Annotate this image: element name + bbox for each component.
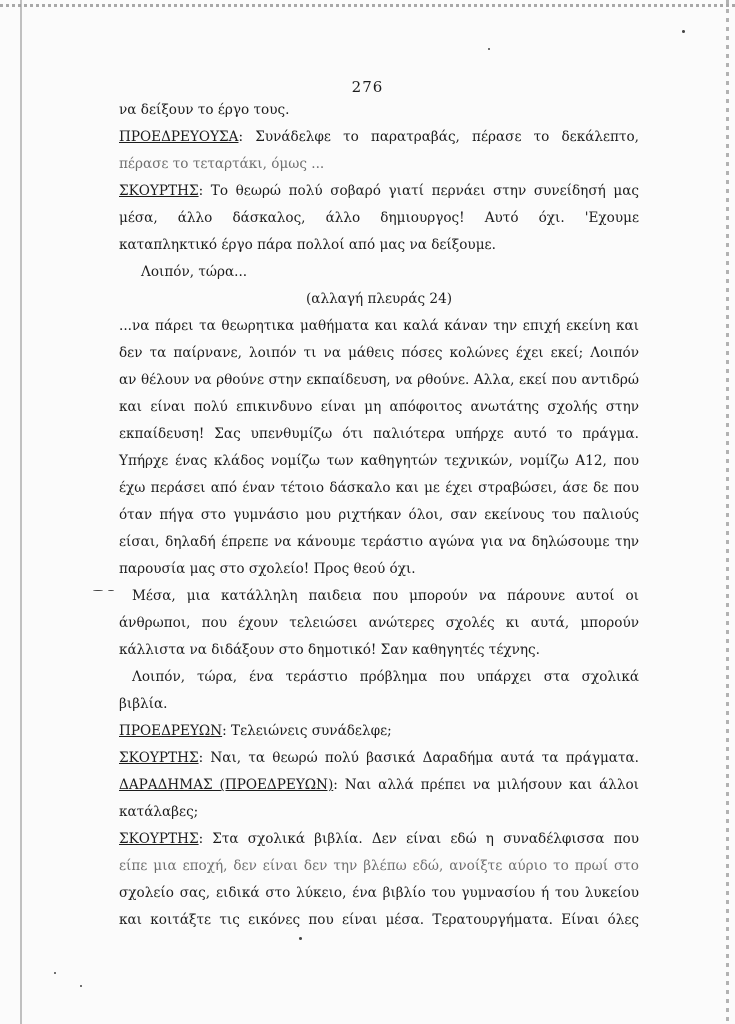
- text-line: [119, 451, 639, 471]
- text-line: [119, 910, 639, 930]
- speaker-name: ΠΡΟΕΔΡΕΥΩΝ: [119, 723, 223, 739]
- line-text: άνθρωποι, που έχουν τελειώσει ανώτερες σχολές κι αυτά, μπορούν: [119, 615, 639, 631]
- speaker-name: ΣΚΟΥΡΤΗΣ: [119, 750, 199, 766]
- scan-speck: [108, 590, 114, 591]
- text-line: [119, 883, 639, 903]
- line-text: δεν τα παίρνανε, λοιπόν τι να μάθεις πόσες κολώνες έχει εκεί; Λοιπόν: [119, 345, 639, 361]
- line-text: κατάλαβες;: [119, 804, 199, 820]
- text-line: [119, 397, 639, 417]
- text-line: [119, 424, 639, 444]
- line-text: : Το θεωρώ πολύ σοβαρό γιατί περνάει στην συνείδησή μας: [198, 183, 639, 199]
- speaker-name: ΠΡΟΕΔΡΕΥΟΥΣΑ: [119, 129, 239, 145]
- line-text: να δείξουν το έργο τους.: [119, 102, 290, 118]
- text-line: [119, 802, 639, 822]
- text-line: [119, 640, 639, 660]
- text-line: [119, 721, 639, 741]
- scan-speck: [54, 972, 56, 974]
- scan-left-edge: [20, 0, 22, 1024]
- text-line: [119, 181, 639, 201]
- text-line: [119, 613, 639, 633]
- line-text: βιβλία.: [119, 696, 168, 712]
- scan-speck: [488, 48, 490, 50]
- line-text: Λοιπόν, τώρα, ένα τεράστιο πρόβλημα που υπάρχει στα σχολικά: [132, 669, 639, 685]
- line-text: : Συνάδελφε το παρατραβάς, πέρασε το δεκάλεπτο,: [238, 129, 639, 145]
- text-line: [119, 505, 639, 525]
- text-line: [119, 235, 639, 255]
- line-text: μέσα, άλλο δάσκαλος, άλλο δημιουργος! Αυτό όχι. 'Εχουμε: [119, 210, 639, 226]
- line-text: και είναι πολύ επικινδυνο είναι μη απόφοιτος ανωτάτης σχολής στην: [119, 399, 639, 415]
- scan-top-edge: [0, 4, 735, 7]
- line-text: είπε μια εποχή, δεν είναι δεν την βλέπω εδώ, ανοίξτε αύριο το πρωί στο: [119, 858, 639, 874]
- text-line: [132, 667, 639, 687]
- text-line: [119, 316, 639, 336]
- text-line: [119, 478, 639, 498]
- line-text: ...να πάρει τα θεωρητικα μαθήματα και καλά κάναν την επιχή εκείνη και: [119, 318, 639, 334]
- text-line: [119, 694, 639, 714]
- line-text: αν θέλουν να ρθούνε στην εκπαίδευση, να ρθούνε. Αλλα, εκεί που αντιδρώ: [119, 372, 639, 388]
- line-text: εκπαίδευση! Σας υπενθυμίζω ότι παλιότερα υπήρχε αυτό το πράγμα.: [119, 426, 639, 442]
- text-line: [119, 829, 639, 849]
- text-line: [119, 154, 639, 174]
- scan-speck: [299, 937, 302, 940]
- text-line: [119, 127, 639, 147]
- text-line: [119, 370, 639, 390]
- page-number: 276: [351, 78, 384, 96]
- line-text: : Ναι αλλά πρέπει να μιλήσουν και άλλοι: [333, 777, 640, 793]
- line-text: : Τελειώνεις συνάδελφε;: [222, 723, 392, 739]
- speaker-name: ΔΑΡΑΔΗΜΑΣ (ΠΡΟΕΔΡΕΥΩΝ): [119, 777, 334, 793]
- text-line: [132, 586, 639, 606]
- text-line: [119, 775, 639, 795]
- text-line: [141, 262, 639, 282]
- speaker-name: ΣΚΟΥΡΤΗΣ: [119, 831, 199, 847]
- text-line: [119, 100, 639, 120]
- scan-speck: [93, 590, 103, 591]
- line-text: όταν πήγα στο γυμνάσιο μου ριχτήκαν όλοι, σαν εκείνους του παλιούς: [119, 507, 639, 523]
- section-note: [119, 289, 639, 309]
- line-text: είσαι, δηλαδή έπρεπε να κάνουμε τεράστιο αγώνα για να δηλώσουμε την: [119, 534, 639, 550]
- line-text: Υπήρχε ένας κλάδος νομίζω των καθηγητών τεχνικών, νομίζω Α12, που: [119, 453, 639, 469]
- line-text: (αλλαγή πλευράς 24): [305, 291, 453, 307]
- scan-speck: [682, 30, 685, 33]
- line-text: κάλλιστα να διδάξουν στο δημοτικό! Σαν καθηγητές τέχνης.: [119, 642, 540, 658]
- scan-right-edge: [726, 0, 729, 1024]
- scan-speck: [80, 985, 82, 987]
- line-text: : Ναι, τα θεωρώ πολύ βασικά Δαραδήμα αυτά τα πράγματα.: [198, 750, 639, 766]
- text-line: [119, 856, 639, 876]
- line-text: έχω περάσει από έναν τέτοιο δάσκαλο και με έχει στραβώσει, άσε δε που: [119, 480, 639, 496]
- line-text: καταπληκτικό έργο πάρα πολλοί από μας να δείξουμε.: [119, 237, 496, 253]
- text-line: [119, 208, 639, 228]
- line-text: : Στα σχολικά βιβλία. Δεν είναι εδώ η συναδέλφισσα που: [198, 831, 639, 847]
- text-line: [119, 559, 639, 579]
- text-line: [119, 532, 639, 552]
- text-line: [119, 343, 639, 363]
- line-text: πέρασε το τεταρτάκι, όμως ...: [119, 156, 325, 172]
- line-text: Μέσα, μια κατάλληλη παιδεια που μπορούν να πάρουνε αυτοί οι: [132, 588, 639, 604]
- line-text: Λοιπόν, τώρα...: [141, 264, 248, 280]
- line-text: παρουσία μας στο σχολείο! Προς θεού όχι.: [119, 561, 416, 577]
- line-text: και κοιτάξτε τις εικόνες που είναι μέσα. Τερατουργήματα. Είναι όλες: [119, 912, 639, 928]
- text-line: [119, 748, 639, 768]
- line-text: σχολείο σας, ειδικά στο λύκειο, ένα βιβλίο του γυμνασίου ή του λυκείου: [119, 885, 639, 901]
- speaker-name: ΣΚΟΥΡΤΗΣ: [119, 183, 199, 199]
